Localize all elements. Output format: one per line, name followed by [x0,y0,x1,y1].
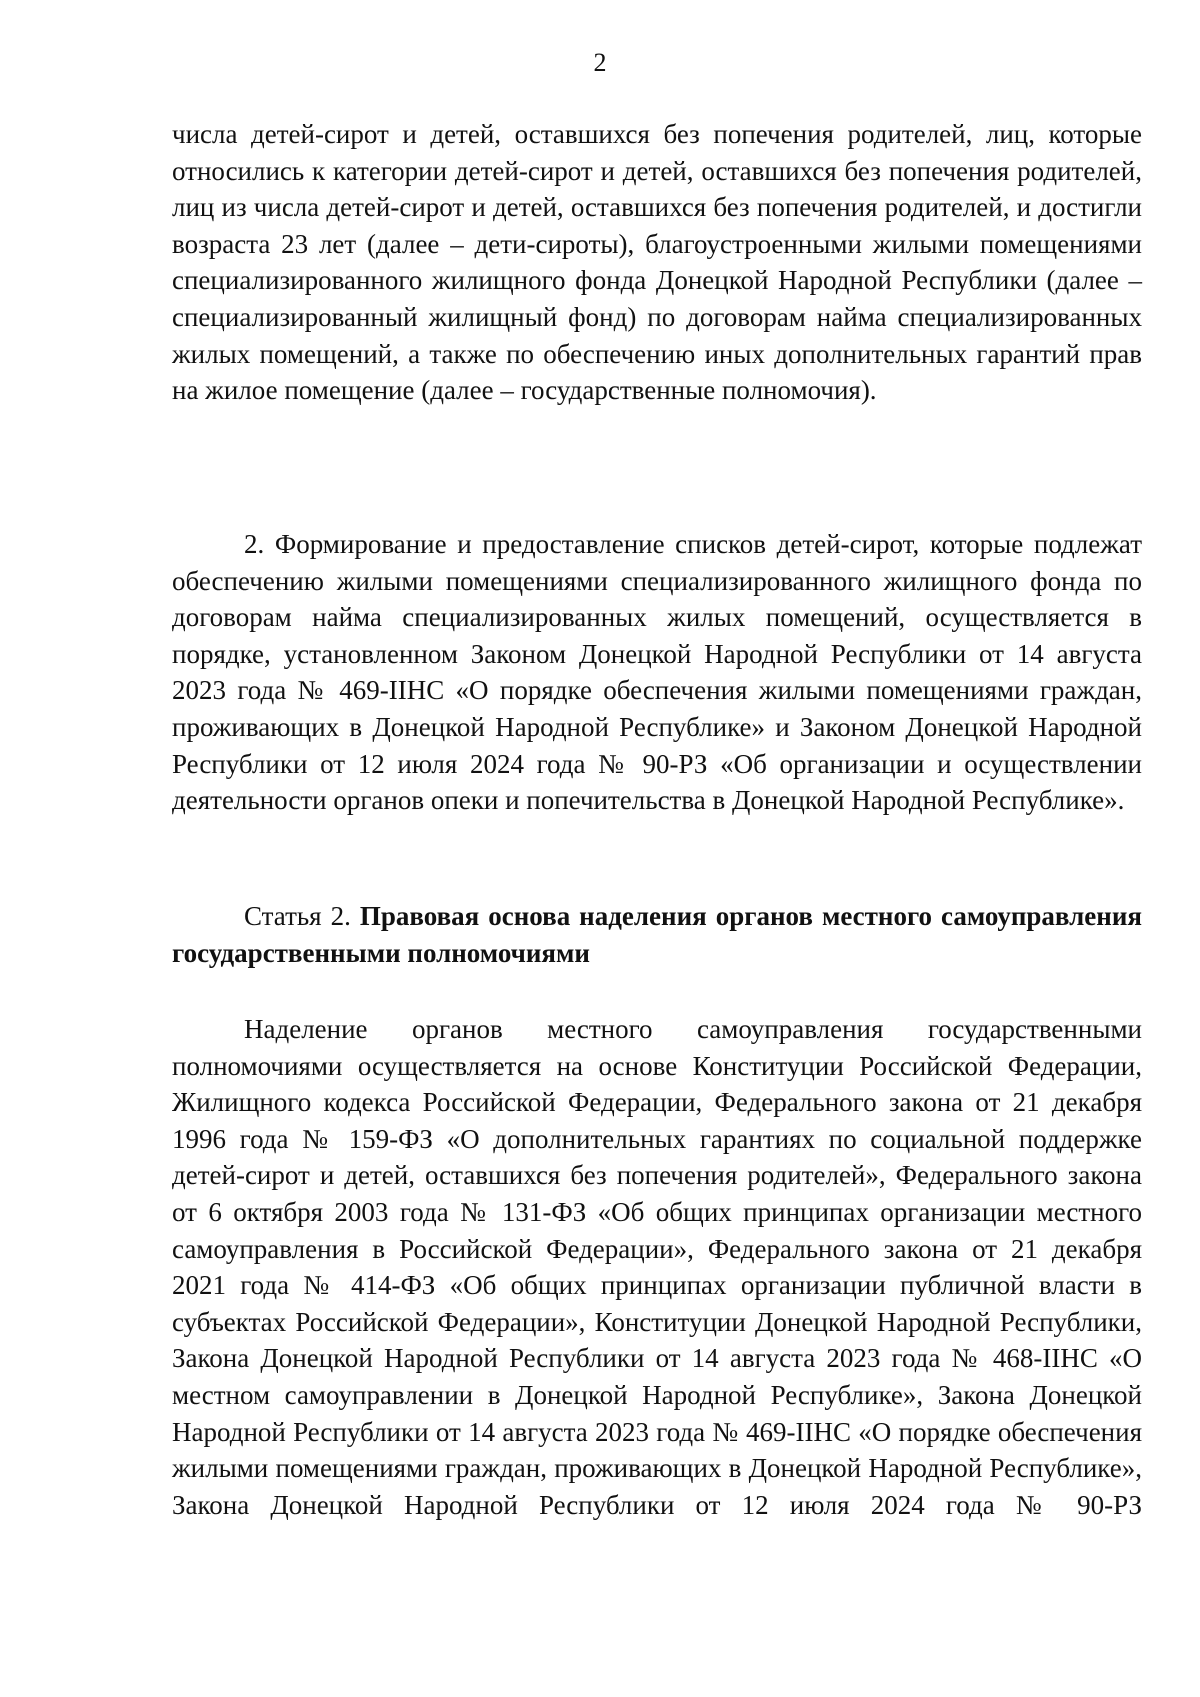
article-title: Правовая основа наделения органов местного самоуправления государственными полномочиями [172,901,1142,968]
article-heading [172,898,1142,971]
paragraph-text: Наделение органов местного самоуправления государственными полномочиями осуществляется на основе Конституции Российской Федерации, Жилищного кодекса Российской Федерации, Федерального закона от 21 декабря 1996 года № 159-ФЗ «О дополнительных гарантиях по социальной поддержке детей-сирот и детей, оставшихся без попечения родителей», Федерального закона от 6 октября 2003 года № 131-ФЗ «Об общих принципах организации местного самоуправления в Российской Федерации», Федерального закона от 21 декабря 2021 года № 414-ФЗ «Об общих принципах организации публичной власти в субъектах Российской Федерации», Конституции Донецкой Народной Республики, Закона Донецкой Народной Республики от 14 августа 2023 года № 468-IIНС «О местном самоуправлении в Донецкой Народной Республике», Закона Донецкой Народной Республики от 14 августа 2023 года № 469-IIНС «О порядке обеспечения жилыми помещениями граждан, проживающих в Донецкой Народной Республике», Закона Донецкой Народной Республики от 12 июля 2024 года № 90-РЗ [172,1014,1142,1520]
paragraph-legal-basis [172,1011,1142,1523]
paragraph-text: 2. Формирование и предоставление списков детей-сирот, которые подлежат обеспечению жилыми помещениями специализированного жилищного фонда по договорам найма специализированных жилых помещений, осуществляется в порядке, установленном Законом Донецкой Народной Республики от 14 августа 2023 года № 469-IIНС «О порядке обеспечения жилыми помещениями граждан, проживающих в Донецкой Народной Республике» и Законом Донецкой Народной Республики от 12 июля 2024 года № 90-РЗ «Об организации и осуществлении деятельности органов опеки и попечительства в Донецкой Народной Республике». [172,529,1142,816]
paragraph-lists-formation [172,526,1142,819]
article-label: Статья 2. [244,901,351,931]
paragraph-text: числа детей-сирот и детей, оставшихся без попечения родителей, лиц, которые относились к категории детей-сирот и детей, оставшихся без попечения родителей, лиц из числа детей-сирот и детей, оставшихся без попечения родителей, и достигли возраста 23 лет (далее – дети-сироты), благоустроенными жилыми помещениями специализированного жилищного фонда Донецкой Народной Республики (далее – специализированный жилищный фонд) по договорам найма специализированных жилых помещений, а также по обеспечению иных дополнительных гарантий прав на жилое помещение (далее – государственные полномочия). [172,119,1142,406]
paragraph-continued [172,116,1142,409]
article-heading-line [172,898,1142,971]
page-number: 2 [593,48,607,77]
